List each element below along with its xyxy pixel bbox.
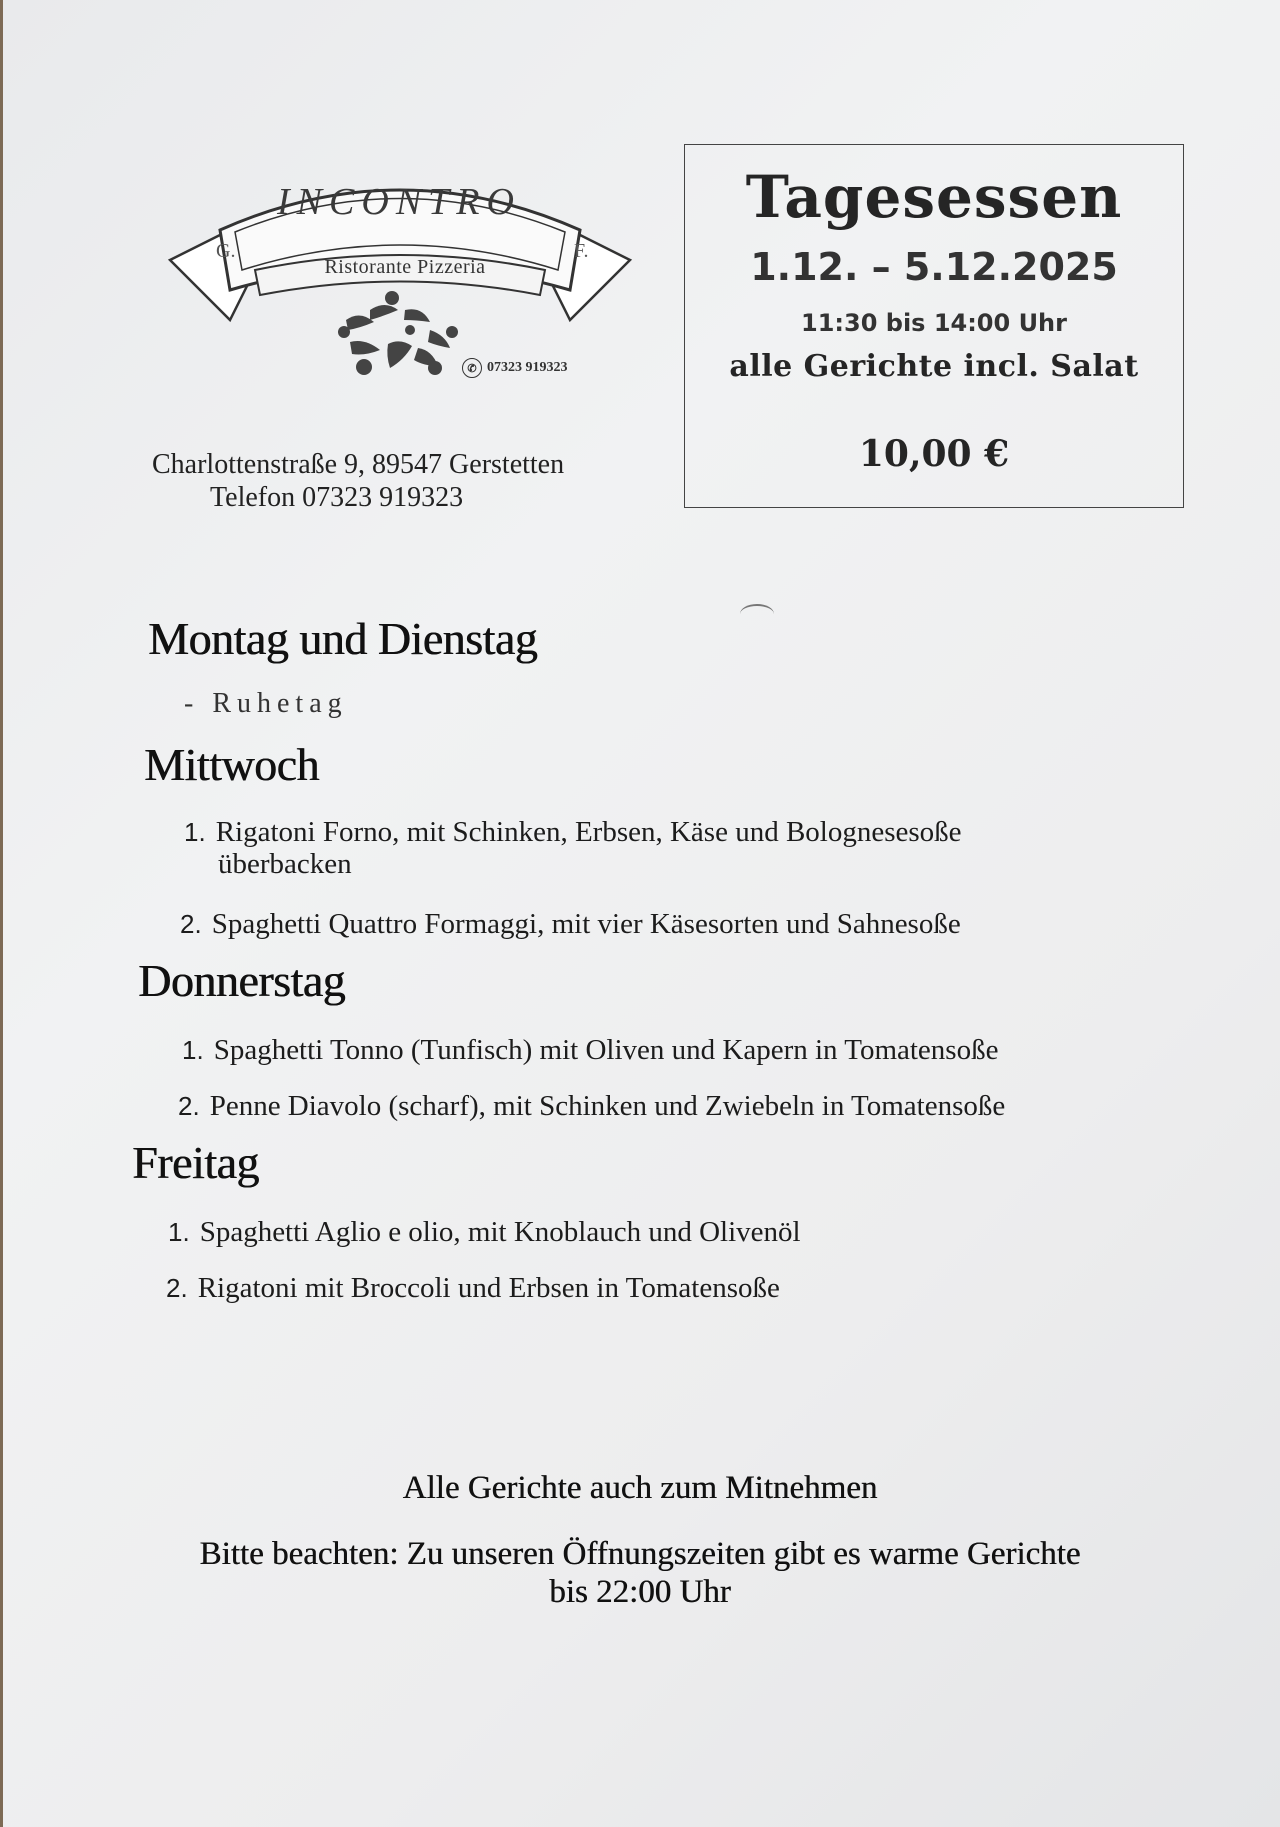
restaurant-logo — [160, 170, 640, 400]
dish-text: Spaghetti Aglio e olio, mit Knoblauch und Olivenöl — [199, 1216, 801, 1248]
punch-mark — [740, 604, 774, 624]
day-heading-monday-tuesday: Montag und Dienstag — [148, 613, 538, 664]
logo-phone-number: 07323 919323 — [487, 360, 568, 375]
dish-text: Rigatoni mit Broccoli und Erbsen in Tomatensoße — [197, 1272, 780, 1304]
phone-icon: ✆ — [462, 358, 482, 378]
special-dates: 1.12. – 5.12.2025 — [750, 245, 1118, 289]
logo-initial-left: G. — [216, 240, 236, 262]
dish-text: Spaghetti Tonno (Tunfisch) mit Oliven und Kapern in Tomatensoße — [213, 1034, 999, 1066]
logo-initial-right: F. — [574, 240, 589, 262]
daily-special-box — [684, 144, 1184, 508]
restaurant-address — [152, 448, 652, 514]
dish-item — [166, 1272, 780, 1304]
dish-text: Rigatoni Forno, mit Schinken, Erbsen, Käse und Bolognesesoße — [215, 816, 962, 848]
opening-hours-notice-continued: bis 22:00 Uhr — [549, 1574, 731, 1610]
logo-subtitle: Ristorante Pizzeria — [324, 256, 486, 278]
dish-item — [184, 816, 962, 880]
dish-item — [178, 1090, 1005, 1122]
dish-number: 1. — [184, 817, 206, 847]
dish-number: 2. — [166, 1273, 188, 1303]
dish-text: Penne Diavolo (scharf), mit Schinken und Zwiebeln in Tomatensoße — [209, 1090, 1006, 1122]
dish-text: Spaghetti Quattro Formaggi, mit vier Käsesorten und Sahnesoße — [211, 908, 961, 940]
dish-number: 2. — [178, 1091, 200, 1121]
dish-item — [182, 1034, 998, 1066]
logo-phone — [462, 358, 568, 378]
special-hours: 11:30 bis 14:00 Uhr — [801, 309, 1067, 337]
dish-item — [180, 908, 961, 940]
opening-hours-notice: Bitte beachten: Zu unseren Öffnungszeiten gibt es warme Gerichte — [199, 1536, 1081, 1572]
dish-number: 1. — [168, 1217, 190, 1247]
day-heading-wednesday: Mittwoch — [144, 739, 319, 790]
dish-number: 2. — [180, 909, 202, 939]
address-street: Charlottenstraße 9, 89547 Gerstetten — [152, 449, 565, 480]
address-phone: Telefon 07323 919323 — [210, 482, 464, 513]
dish-item — [168, 1216, 801, 1248]
takeaway-note: Alle Gerichte auch zum Mitnehmen — [402, 1470, 878, 1506]
dish-text-continued: überbacken — [218, 848, 352, 880]
special-note: alle Gerichte incl. Salat — [729, 349, 1139, 384]
logo-title: INCONTRO — [277, 181, 521, 223]
closed-day-note: - Ruhetag — [184, 688, 348, 719]
swirl-emblem-icon — [338, 291, 458, 375]
special-title: Tagesessen — [745, 163, 1123, 231]
special-price: 10,00 € — [858, 433, 1010, 475]
day-heading-friday: Freitag — [132, 1137, 259, 1188]
dish-number: 1. — [182, 1035, 204, 1065]
day-heading-thursday: Donnerstag — [138, 955, 346, 1006]
